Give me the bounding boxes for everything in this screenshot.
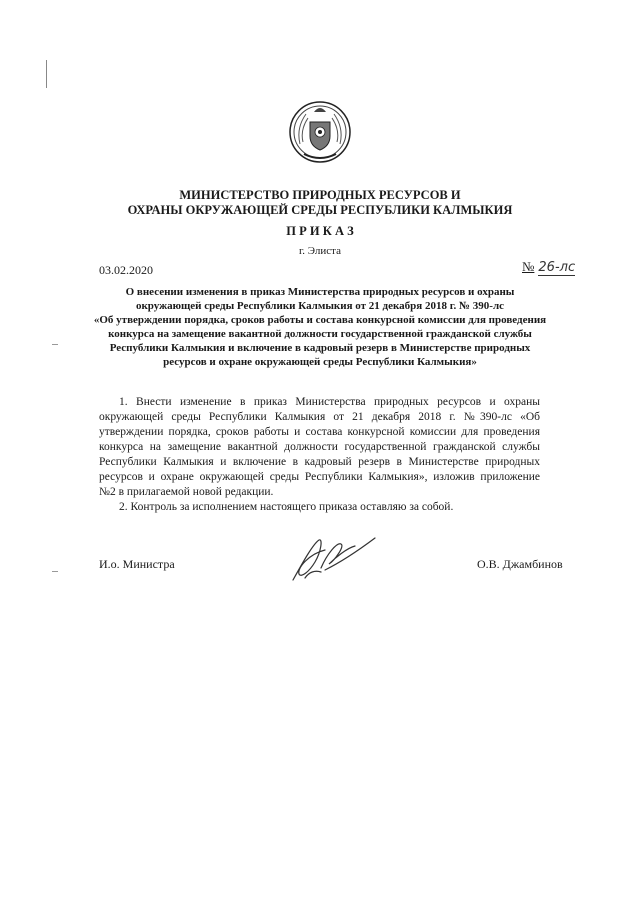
body-line: №2 в прилагаемой новой редакции. [99, 486, 274, 498]
body-line: 1. Внести изменение в приказ Министерства природных ресурсов и охраны [119, 396, 540, 408]
subject-line: ресурсов и охране окружающей среды Республики Калмыкия» [163, 356, 477, 368]
order-number-handwritten: 26-лс [538, 260, 576, 275]
subject-line: окружающей среды Республики Калмыкия от 21 декабря 2018 г. № 390-лс [135, 300, 505, 312]
ministry-name-line1: МИНИСТЕРСТВО ПРИРОДНЫХ РЕСУРСОВ И [179, 188, 461, 202]
scan-artifact [46, 60, 47, 88]
subject-line: О внесении изменения в приказ Министерства природных ресурсов и охраны [125, 286, 515, 298]
order-number [522, 258, 575, 276]
subject-line: Республики Калмыкия и включение в кадровый резерв в Министерстве природных [109, 342, 531, 354]
city: г. Элиста [299, 245, 341, 257]
subject-line: «Об утверждении порядка, сроков работы и состава конкурсной комиссии для проведения [93, 314, 547, 326]
body-line: окружающей среды Республики Калмыкия от 21 декабря 2018 г. №390-лс «Об [99, 411, 540, 423]
scan-artifact [52, 344, 58, 345]
signatory-name: О.В. Джамбинов [477, 557, 563, 571]
body-line: 2. Контроль за исполнением настоящего приказа оставляю за собой. [119, 501, 454, 513]
number-sign: № [522, 259, 535, 274]
kalmykia-emblem [288, 98, 352, 168]
subject-line: конкурса на замещение вакантной должности государственной гражданской службы [108, 328, 532, 340]
order-date: 03.02.2020 [99, 263, 153, 277]
body-line: утверждении порядка, сроков работы и состава конкурсной комиссии для проведения [99, 426, 540, 438]
handwritten-signature [285, 528, 380, 586]
ministry-name-line2: ОХРАНЫ ОКРУЖАЮЩЕЙ СРЕДЫ РЕСПУБЛИКИ КАЛМЫКИЯ [127, 203, 513, 217]
body-line: ресурсов и охране окружающей среды Республики Калмыкия», изложив приложение [99, 471, 540, 483]
body-line: Республики Калмыкия и включение в кадровый резерв в Министерстве природных [99, 456, 540, 468]
body-line: конкурса на замещение вакантной должности государственной гражданской службы [99, 441, 540, 453]
document-type: П Р И К А З [286, 224, 354, 238]
signatory-position: И.о. Министра [99, 557, 175, 571]
scan-artifact [52, 571, 58, 572]
